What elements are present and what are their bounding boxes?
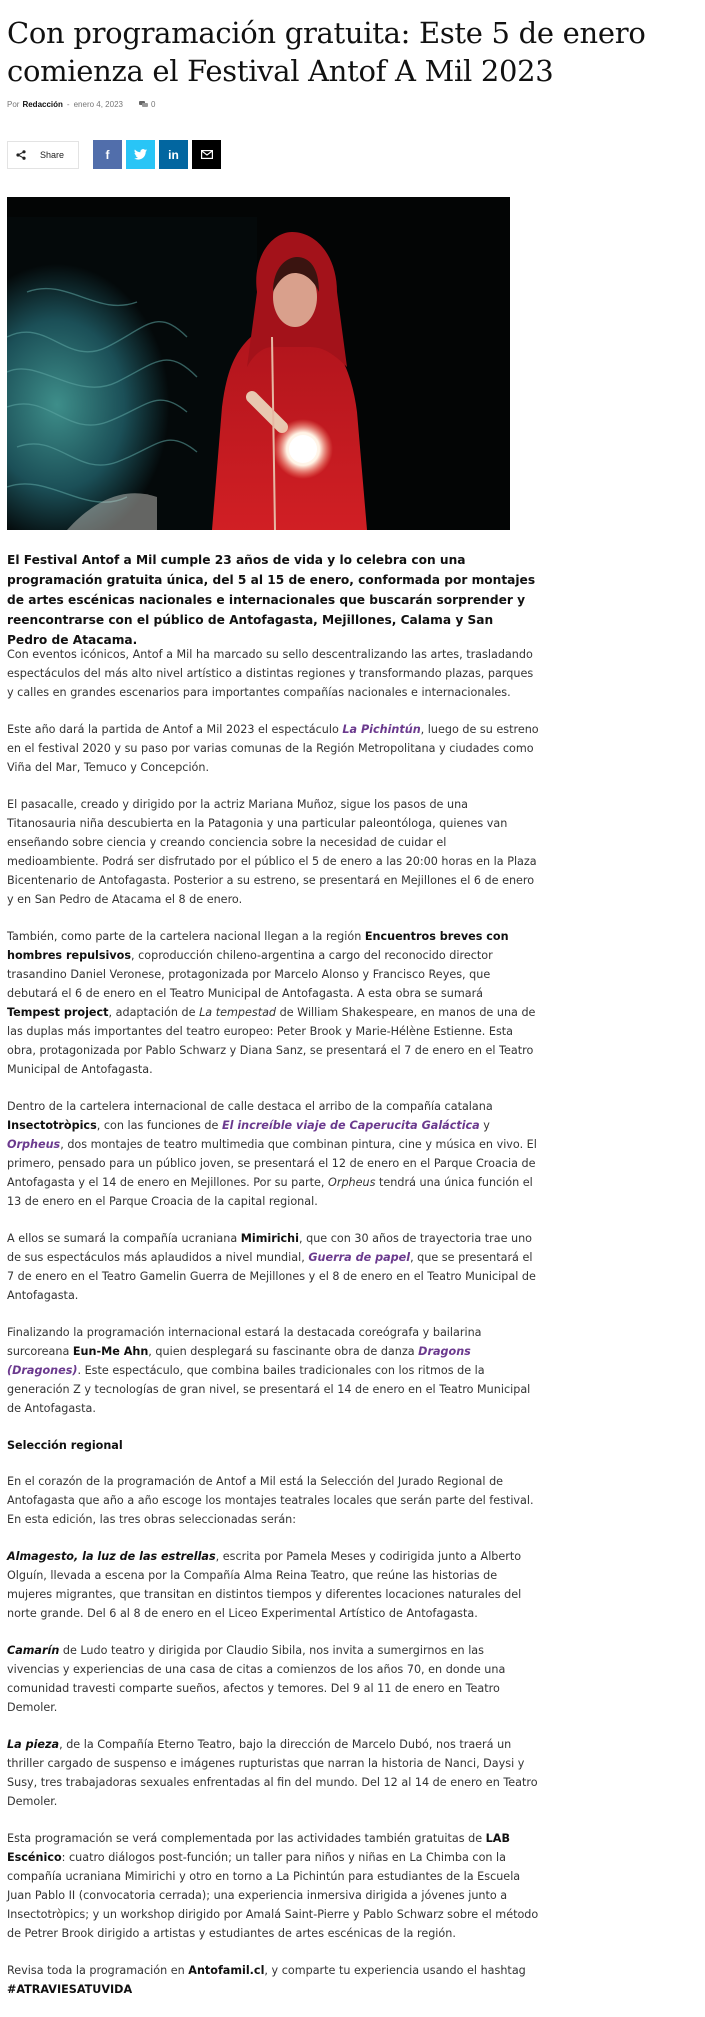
share-label: Share (40, 149, 65, 160)
facebook-share-button[interactable] (93, 140, 122, 169)
paragraph-2: Este año dará la partida de Antof a Mil 2023 el espectáculo La Pichintún, luego de su estreno en el festival 2020 y su paso por varias comunas de la Región Metropolitana y ciudades como Viña del Mar, Temuco y Concepción. (7, 723, 539, 774)
paragraph-3: El pasacalle, creado y dirigido por la actriz Mariana Muñoz, sigue los pasos de una Titanosauria niña descubierta en la Patagonia y una particular paleontóloga, quienes van enseñando sobre ciencia y creando conciencia sobre la necesidad de cuidar el medioambiente. Podrá ser disfrutado por el público el 5 de enero a las 20:00 horas en la Plaza Bicentenario de Antofagasta. Posterior a su estreno, se presentará en Mejillones el 6 de enero y en San Pedro de Atacama el 8 de enero. (7, 798, 537, 906)
article-lead: El Festival Antof a Mil cumple 23 años de vida y lo celebra con una programación gratuita única, del 5 al 15 de enero, conformada por montajes de artes escénicas nacionales e internacionales que buscarán sorprender y reencontrarse con el público de Antofagasta, Mejillones, Calama y San Pedro de Atacama. (7, 553, 536, 647)
share-icon (16, 150, 32, 160)
facebook-icon: f (105, 147, 110, 162)
featured-image-illustration (7, 197, 510, 530)
share-button[interactable] (7, 141, 79, 169)
twitter-share-button[interactable] (126, 140, 155, 169)
paragraph-9: Almagesto, la luz de las estrellas, escrita por Pamela Meses y codirigida junto a Alberto Olguín, llevada a escena por la Compañía Alma Reina Teatro, que reúne las historias de mujeres migrantes, que transitan en distintos tiempos y diferentes locaciones naturales del norte grande. Del 6 al 8 de enero en el Liceo Experimental Artístico de Antofagasta. (7, 1550, 522, 1620)
paragraph-4: También, como parte de la cartelera nacional llegan a la región Encuentros breves con hombres repulsivos, coproducción chileno-argentina a cargo del reconocido director trasandino Daniel Veronese, protagonizada por Marcelo Alonso y Francisco Reyes, que debutará el 6 de enero en el Teatro Municipal de Antofagasta. A esta obra se sumará Tempest project, adaptación de La tempestad de William Shakespeare, en manos de una de las duplas más importantes del teatro europeo: Peter Brook y Marie-Hélène Estienne. Esta obra, protagonizada por Pablo Schwarz y Diana Sanz, se presentará el 7 de enero en el Teatro Municipal de Antofagasta. (7, 930, 536, 1076)
twitter-icon (134, 149, 147, 160)
email-share-button[interactable] (192, 140, 221, 169)
article-title: Con programación gratuita: Este 5 de enero comienza el Festival Antof A Mil 2023 (7, 16, 646, 88)
linkedin-share-button[interactable] (159, 140, 188, 169)
share-bar (7, 140, 221, 169)
comment-icon (139, 101, 148, 108)
article (7, 0, 646, 1996)
show-tempest-project: Tempest project (7, 1006, 109, 1019)
lab-escenico: LAB Escénico (7, 1832, 510, 1864)
paragraph-11: La pieza, de la Compañía Eterno Teatro, bajo la dirección de Marcelo Dubó, nos traerá un thriller cargado de suspenso e imágenes rupturistas que narran la historia de Nanci, Daysi y Susy, tres trabajadoras sexuales enfrentadas al fin del mundo. Del 12 al 14 de enero en Teatro Demoler. (7, 1738, 538, 1808)
article-meta (7, 100, 539, 109)
work-almagesto: Almagesto, la luz de las estrellas (7, 1550, 216, 1563)
show-encuentros-breves: Encuentros breves con hombres repulsivos (7, 930, 509, 962)
meta-separator: - (66, 100, 70, 109)
author-link[interactable]: Redacción (22, 100, 63, 109)
paragraph-1: Con eventos icónicos, Antof a Mil ha marcado su sello descentralizando las artes, trasladando espectáculos del más alto nivel artístico a distintas regiones y transformando plazas, parques y calles en grandes escenarios para importantes compañías nacionales e internacionales. (7, 648, 534, 699)
dragons-link[interactable]: Dragons (Dragones) (7, 1345, 471, 1377)
section-heading-seleccion-regional: Selección regional (7, 1439, 123, 1452)
paragraph-5: Dentro de la cartelera internacional de calle destaca el arribo de la compañía catalana Insectotròpics, con las funciones de El increíble viaje de Caperucita Galáctica y Orpheus, dos montajes de teatro multimedia que combinan pintura, cine y música en vivo. El primero, pensado para un público joven, se presentará el 12 de enero en el Parque Croacia de Antofagasta y el 14 de enero en Mejillones. Por su parte, Orpheus tendrá una única función el 13 de enero en el Parque Croacia de la capital regional. (7, 1100, 537, 1208)
comment-count: 0 (150, 100, 156, 109)
article-body (7, 645, 539, 2017)
artist-eun-me-ahn: Eun-Me Ahn (72, 1345, 149, 1358)
work-la-pieza: La pieza (7, 1738, 60, 1751)
paragraph-12: Esta programación se verá complementada por las actividades también gratuitas de LAB Escénico: cuatro diálogos post-función; un taller para niños y niñas en La Chimba con la compañía ucraniana Mimirichi y otro en torno a La Pichintún para estudiantes de la Escuela Juan Pablo II (convocatoria cerrada); una experiencia inmersiva dirigida a jóvenes junto a Insectotròpics; y un workshop dirigido por Amalá Saint-Pierre y Pablo Schwarz sobre el método de Petrer Brook dirigido a artistas y estudiantes de artes escénicas de la región. (7, 1832, 539, 1940)
paragraph-10: Camarín de Ludo teatro y dirigida por Claudio Sibila, nos invita a sumergirnos en las vivencias y experiencias de una casa de citas a comienzos de los años 70, en donde una comunidad travesti comparte sueños, afectos y temores. Del 9 al 11 de enero en Teatro Demoler. (7, 1644, 506, 1714)
paragraph-6: A ellos se sumará la compañía ucraniana Mimirichi, que con 30 años de trayectoria trae uno de sus espectáculos más aplaudidos a nivel mundial, Guerra de papel, que se presentará el 7 de enero en el Teatro Gamelin Guerra de Mejillones y el 8 de enero en el Teatro Municipal de Antofagasta. (7, 1232, 536, 1302)
paragraph-8: En el corazón de la programación de Antof a Mil está la Selección del Jurado Regional de Antofagasta que año a año escoge los montajes teatrales locales que serán parte del festival. En esta edición, las tres obras seleccionadas serán: (7, 1475, 534, 1526)
company-mimirichi: Mimirichi (240, 1232, 299, 1245)
orpheus-link[interactable]: Orpheus (7, 1138, 61, 1151)
antofamil-site: Antofamil.cl (188, 1964, 265, 1977)
comments-link[interactable] (139, 100, 155, 109)
guerra-de-papel-link[interactable]: Guerra de papel (308, 1251, 411, 1264)
envelope-icon (201, 150, 213, 159)
featured-image (7, 197, 510, 530)
work-camarin: Camarín (7, 1644, 60, 1657)
linkedin-icon: in (168, 147, 179, 162)
company-insectotropics: Insectotròpics (7, 1119, 97, 1132)
caperucita-galactica-link[interactable]: El increíble viaje de Caperucita Galáctica (221, 1119, 480, 1132)
hashtag: #ATRAVIESATUVIDA (7, 1983, 133, 1996)
meta-by: Por (7, 100, 20, 109)
paragraph-13: Revisa toda la programación en Antofamil.cl, y comparte tu experiencia usando el hashtag #ATRAVIESATUVIDA (7, 1964, 526, 1996)
la-pichintun-link[interactable]: La Pichintún (342, 723, 421, 736)
publish-date: enero 4, 2023 (73, 100, 123, 109)
paragraph-7: Finalizando la programación internacional estará la destacada coreógrafa y bailarina surcoreana Eun-Me Ahn, quien desplegará su fascinante obra de danza Dragons (Dragones). Este espectáculo, que combina bailes tradicionales con los ritmos de la generación Z y tecnologías de gran nivel, se presentará el 14 de enero en el Teatro Municipal de Antofagasta. (7, 1326, 531, 1415)
